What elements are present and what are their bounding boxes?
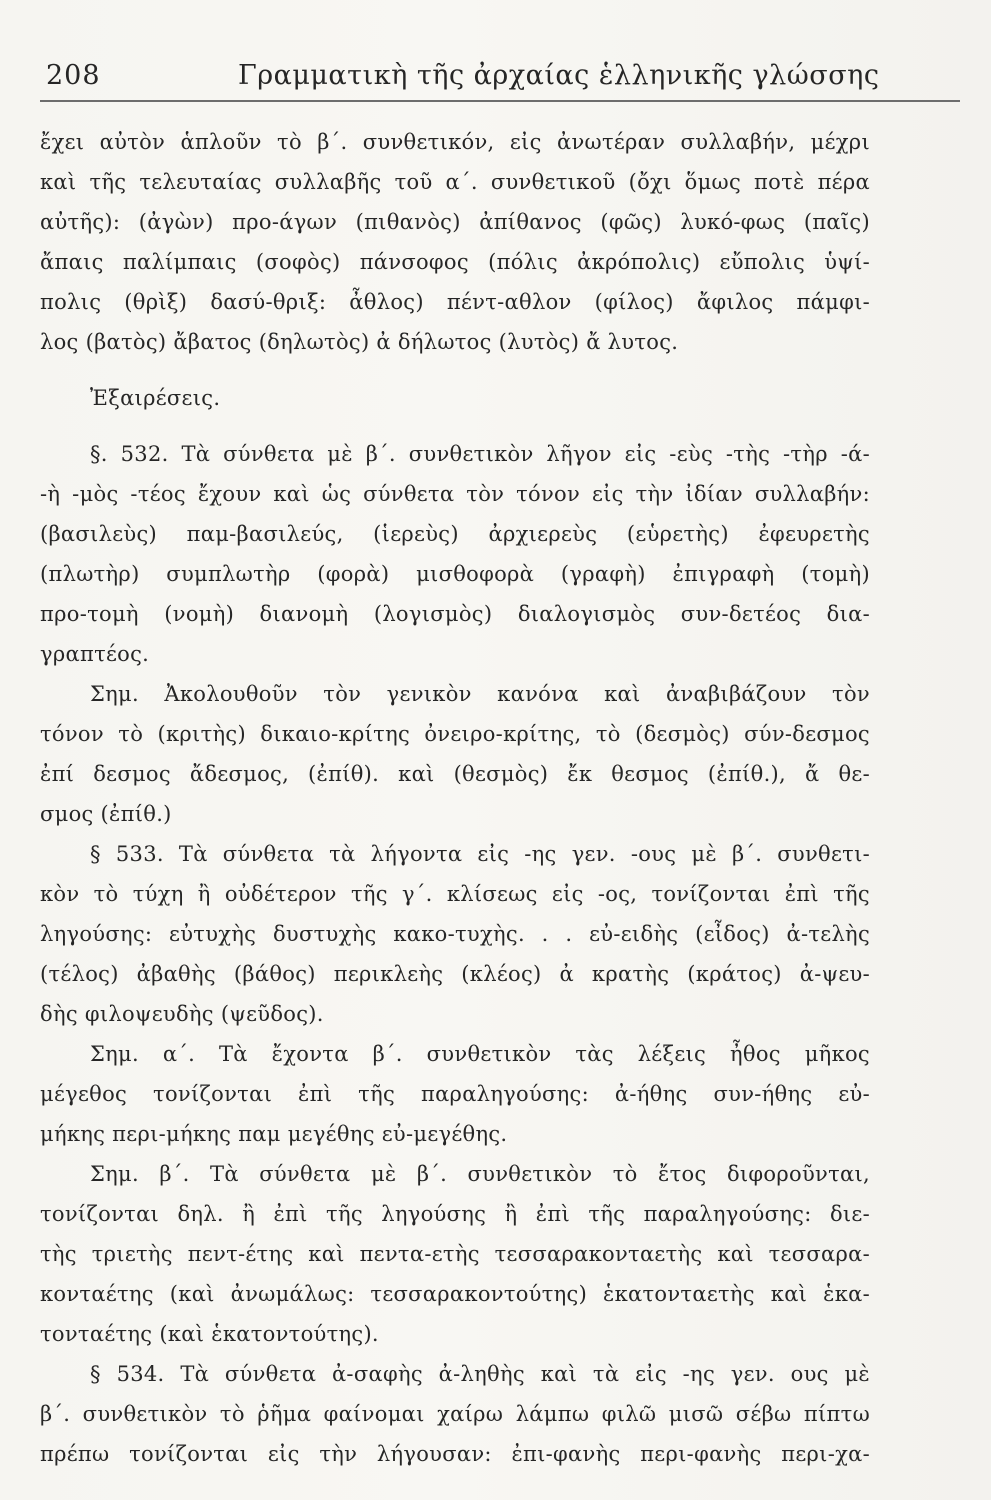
text-line: κὸν τὸ τύχη ἢ οὐδέτερον τῆς γ΄. κλίσεως εἰς -ος, τονίζονται ἐπὶ τῆς	[40, 882, 870, 906]
text-line: Σημ. β΄. Τὰ σύνθετα μὲ β΄. συνθετικὸν τὸ ἔτος διφοροῦνται,	[90, 1162, 870, 1186]
text-line: ἔχει αὐτὸν ἁπλοῦν τὸ β΄. συνθετικόν, εἰς ἀνωτέραν συλλαβήν, μέχρι	[40, 130, 870, 154]
text-line: τονίζονται δηλ. ἢ ἐπὶ τῆς ληγούσης ἢ ἐπὶ τῆς παραληγούσης: διε-	[40, 1202, 870, 1226]
text-line: σμος (ἐπίθ.)	[40, 802, 172, 826]
text-line: μέγεθος τονίζονται ἐπὶ τῆς παραληγούσης: ἀ-ήθης συν-ήθης εὐ-	[40, 1082, 870, 1106]
text-line: ἐπί δεσμος ἄδεσμος, (ἐπίθ). καὶ (θεσμὸς) ἔκ θεσμος (ἐπίθ.), ἄ θε-	[40, 762, 870, 786]
text-line: §. 532. Τὰ σύνθετα μὲ β΄. συνθετικὸν λῆγον εἰς -εὺς -τὴς -τὴρ -ά-	[90, 442, 870, 466]
text-line: β΄. συνθετικὸν τὸ ῥῆμα φαίνομαι χαίρω λάμπω φιλῶ μισῶ σέβω πίπτω	[40, 1402, 870, 1426]
running-title: Γραμματικὴ τῆς ἀρχαίας ἑλληνικῆς γλώσσης	[238, 60, 880, 91]
text-line: πρέπω τονίζονται εἰς τὴν λήγουσαν: ἐπι-φανὴς περι-φανὴς περι-χα-	[40, 1442, 870, 1466]
text-line: τονταέτης (καὶ ἑκατοντούτης).	[40, 1322, 379, 1346]
text-line: Σημ. α΄. Τὰ ἔχοντα β΄. συνθετικὸν τὰς λέξεις ἦθος μῆκος	[90, 1042, 870, 1066]
text-line: ληγούσης: εὐτυχὴς δυστυχὴς κακο-τυχὴς. . . εὐ-ειδὴς (εἶδος) ἀ-τελὴς	[40, 922, 870, 946]
section-heading: Ἐξαιρέσεις.	[90, 386, 221, 410]
text-line: -ὴ -μὸς -τέος ἔχουν καὶ ὡς σύνθετα τὸν τόνον εἰς τὴν ἰδίαν συλλαβήν:	[40, 482, 870, 506]
text-line: ἄπαις παλίμπαις (σοφὸς) πάνσοφος (πόλις ἀκρόπολις) εὔπολις ὑψί-	[40, 250, 870, 274]
text-line: καὶ τῆς τελευταίας συλλαβῆς τοῦ α΄. συνθετικοῦ (ὄχι ὅμως ποτὲ πέρα	[40, 170, 870, 194]
text-line: αὐτῆς): (ἀγὼν) προ-άγων (πιθανὸς) ἀπίθανος (φῶς) λυκό-φως (παῖς)	[40, 210, 870, 234]
text-line: § 533. Τὰ σύνθετα τὰ λήγοντα εἰς -ης γεν. -ους μὲ β΄. συνθετι-	[90, 842, 870, 866]
text-line: (πλωτὴρ) συμπλωτὴρ (φορὰ) μισθοφορὰ (γραφὴ) ἐπιγραφὴ (τομὴ)	[40, 562, 870, 586]
text-line: πολις (θρὶξ) δασύ-θριξ: ἆθλος) πέντ-αθλον (φίλος) ἄφιλος πάμφι-	[40, 290, 870, 314]
text-line: τόνον τὸ (κριτὴς) δικαιο-κρίτης ὀνειρο-κρίτης, τὸ (δεσμὸς) σύν-δεσμος	[40, 722, 870, 746]
text-line: (τέλος) ἀβαθὴς (βάθος) περικλεὴς (κλέος) ἀ κρατὴς (κράτος) ἀ-ψευ-	[40, 962, 870, 986]
text-line: γραπτέος.	[40, 642, 150, 666]
text-line: κονταέτης (καὶ ἀνωμάλως: τεσσαρακοντούτης) ἑκατονταετὴς καὶ ἑκα-	[40, 1282, 870, 1306]
text-line: (βασιλεὺς) παμ-βασιλεύς, (ἱερεὺς) ἀρχιερεὺς (εὑρετὴς) ἐφευρετὴς	[40, 522, 870, 546]
page-number: 208	[46, 60, 101, 91]
text-line: λος (βατὸς) ἄβατος (δηλωτὸς) ἀ δήλωτος (λυτὸς) ἄ λυτος.	[40, 330, 679, 354]
text-line: τὴς τριετὴς πεντ-έτης καὶ πεντα-ετὴς τεσσαρακονταετὴς καὶ τεσσαρα-	[40, 1242, 870, 1266]
page-header	[40, 56, 960, 102]
text-line: προ-τομὴ (νομὴ) διανομὴ (λογισμὸς) διαλογισμὸς συν-δετέος δια-	[40, 602, 870, 626]
text-line: μήκης περι-μήκης παμ μεγέθης εὐ-μεγέθης.	[40, 1122, 508, 1146]
page-body	[40, 122, 870, 1474]
text-line: Σημ. Ἀκολουθοῦν τὸν γενικὸν κανόνα καὶ ἀναβιβάζουν τὸν	[90, 682, 870, 706]
text-line: § 534. Τὰ σύνθετα ἀ-σαφὴς ἀ-ληθὴς καὶ τὰ εἰς -ης γεν. ους μὲ	[90, 1362, 870, 1386]
text-line: δὴς φιλοψευδὴς (ψεῦδος).	[40, 1002, 324, 1026]
